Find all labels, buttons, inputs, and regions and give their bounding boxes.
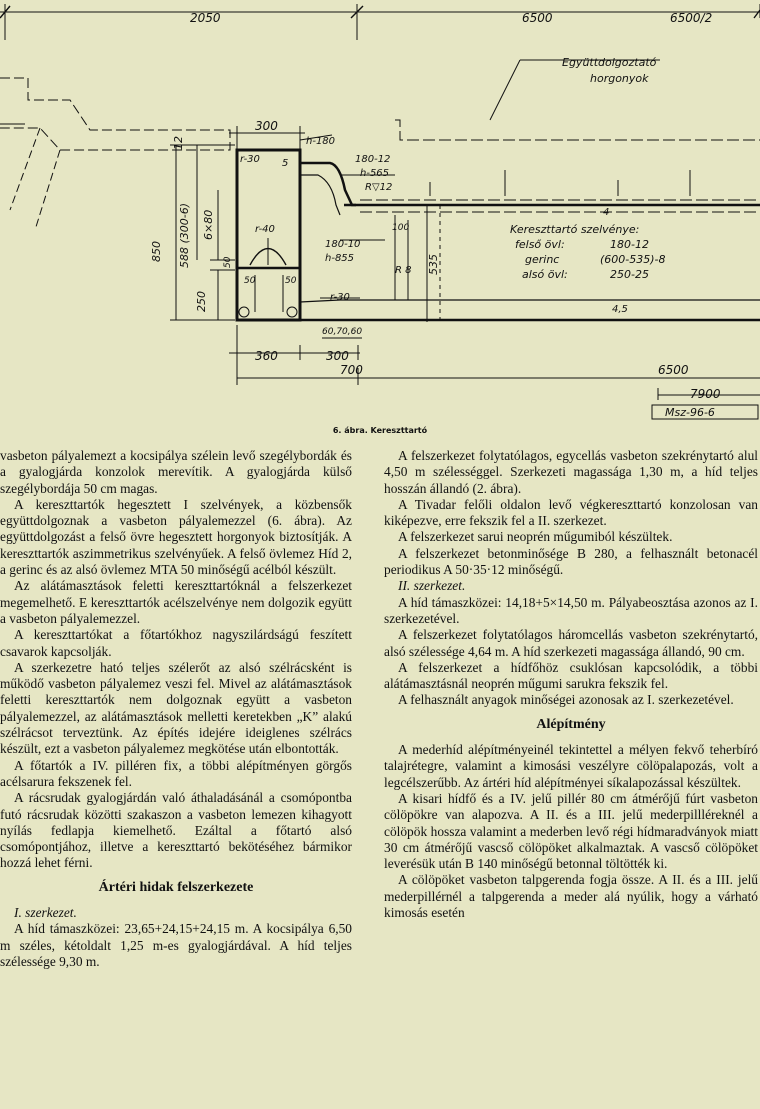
label-r8: R 8 [395, 265, 412, 276]
dim-588: 588 (300-6) [178, 202, 191, 268]
paragraph: A felszerkezet betonminősége B 280, a felhasznált betonacél periodikus A 50·35·12 minőségű. [384, 545, 758, 578]
section-also-val: 250-25 [610, 268, 649, 281]
right-column [384, 448, 758, 921]
cross-girder-drawing [0, 0, 760, 420]
dim-7900: 7900 [690, 387, 721, 401]
section-felso-val: 180-12 [610, 238, 649, 251]
paragraph: A felszerkezet a hídfőhöz csuklósan kapcsolódik, a többi alátámasztásnál neoprén műgumi sarukra fekszik fel. [384, 659, 758, 692]
paragraph: A híd támaszközei: 23,65+24,15+24,15 m. A kocsipálya 6,50 m széles, kétoldalt 1,25 m-es gyalogjárdával. A híd teljes szélessége 9,30 m. [0, 921, 352, 969]
paragraph: A kereszttartók hegesztett I szelvények, a közbensők együttdolgoznak a vasbeton pályalemezzel (6. ábra). Az együttdolgozást a felső övre hegesztett horgonyok biztosítják. A kereszttartók aszimmetrikus szelvényűek. A felső övlemez Híd 2, a gerinc és az alsó övlemez MTA 50 minőségű acélból készült. [0, 496, 352, 578]
paragraph: A szerkezetre ható teljes szélerőt az alsó szélrácsként is működő vasbeton pályalemez veszi fel. Mivel az alátámasztások feletti kereszttartók nem dolgoznak együtt a vasbeton pályalemezzel, az alátámasztások melletti keretekben „K” alakú szélrácsot terveztünk. Az építés idejére ideiglenes szélrács készült, ezt a vasbeton pályalemez megkötése után elbontották. [0, 659, 352, 757]
dim-6x80: 6×80 [202, 209, 215, 240]
label-50-b: 50 [285, 276, 297, 286]
dim-50: 50 [223, 256, 233, 268]
dim-6500-half: 6500/2 [670, 11, 713, 25]
label-5: 5 [282, 158, 289, 169]
section-title: Kereszttartó szelvénye: [510, 223, 640, 236]
label-anchors-1: Együttdolgoztató [562, 56, 657, 69]
dim-6500-bottom: 6500 [658, 363, 689, 377]
section-heading: Ártéri hidak felszerkezete [98, 879, 254, 895]
dim-850: 850 [150, 241, 163, 262]
dim-250: 250 [195, 291, 208, 312]
dim-360: 360 [255, 349, 278, 363]
paragraph: A felszerkezet folytatólagos háromcellás vasbeton szekrénytartó, alsó szélessége 4,64 m. A híd szerkezeti magassága állandó, 90 cm. [384, 627, 758, 659]
label-anchors-2: horgonyok [590, 72, 649, 85]
paragraph: A mederhíd alépítményeinél tekintettel a mélyen fekvő teherbíró talajrétegre, valamint a kimosási veszélyre cölöpalapozás, volt a legcélszerűbb. Az ártéri híd alépítményei síkalapozással készültek. [384, 742, 758, 790]
drawing-svg [0, 0, 760, 420]
paragraph: A Tivadar felőli oldalon levő végkereszttartó konzolosan van kiképezve, erre fekszik fel a II. szerkezet. [384, 496, 758, 529]
label-r40: r-40 [255, 224, 275, 235]
paragraph: A felszerkezet folytatólagos, egycellás vasbeton szekrénytartó alul 4,50 m szélességgel. Szerkezeti magassága 1,30 m, a híd teljes hosszán állandó (2. ábra). [384, 448, 758, 496]
dim-100: 100 [392, 223, 410, 233]
label-h180: h-180 [306, 136, 336, 147]
label-4-5: 4,5 [612, 304, 628, 315]
section-gerinc-val: (600-535)-8 [600, 253, 666, 266]
label-h855: h-855 [325, 253, 355, 264]
label-rv12: R▽12 [365, 182, 393, 193]
label-4: 4 [603, 207, 610, 218]
label-180-12: 180-12 [355, 154, 391, 165]
paragraph: A kereszttartókat a főtartókhoz nagyszilárdságú feszített csavarok kapcsolják. [0, 627, 352, 659]
dim-6500-top: 6500 [522, 11, 553, 25]
section-also-key: alsó övl: [522, 268, 568, 281]
label-h565: h-565 [360, 168, 390, 179]
dim-700: 700 [340, 363, 363, 377]
dim-300-top: 300 [255, 119, 278, 133]
subsection-label: II. szerkezet. [398, 578, 466, 594]
subsection-label: I. szerkezet. [14, 905, 77, 921]
paragraph: A kisari hídfő és a IV. jelű pillér 80 cm átmérőjű fúrt vasbeton cölöpökre van alapozva. A II. és a III. jelű mederpillléreknél a cölöpök hossza valamint a mederben levő régi hídmaradványok miatt 30 cm átmérőjű vascső cölöpöket alkalmaztak. A vascső cölöpöket leverésük után B 140 minőségű betonnal töltötték ki. [384, 790, 758, 872]
label-r30-bottom: r-30 [330, 292, 350, 303]
paragraph: A cölöpöket vasbeton talpgerenda fogja össze. A II. és a III. jelű mederpillérnél a talpgerenda a meder alá nyúlik, hogy a várható kimosás esetén [384, 872, 758, 921]
label-180-10: 180-10 [325, 239, 361, 250]
paragraph: vasbeton pályalemezt a kocsipálya szélein levő szegélybordák és a gyalogjárda konzolok merevítik. A gyalogjárda külső szegélybordája 50 cm magas. [0, 448, 352, 496]
paragraph: A rácsrudak gyalogjárdán való áthaladásánál a csomópontba futó rácsrudak közötti szakaszon a vasbeton lemezen kihagyott nyílás fedlapja kiemelhető. Ezáltal a főtartó alsó csomópontjához, illetve a kereszttartó bekötéséhez bármikor hozzá lehet férni. [0, 790, 352, 871]
paragraph: A felszerkezet sarui neoprén műgumiból készültek. [398, 529, 673, 545]
dim-535: 535 [427, 254, 440, 275]
dim-60-70-60: 60,70,60 [322, 327, 363, 337]
section-heading: Alépítmény [536, 716, 606, 732]
figure-caption: 6. ábra. Kereszttartó [332, 426, 428, 435]
label-r30-top: r-30 [240, 154, 260, 165]
dim-2050: 2050 [190, 11, 221, 25]
stamp-label: Msz-96-6 [665, 406, 715, 419]
paragraph: A főtartók a IV. pilléren fix, a többi alépítményen görgős acélsarura fekszenek fel. [0, 757, 352, 789]
paragraph: A felhasznált anyagok minőségei azonosak az I. szerkezetével. [398, 692, 734, 708]
left-column [0, 448, 352, 970]
section-gerinc-key: gerinc [525, 253, 560, 266]
label-50-a: 50 [244, 276, 256, 286]
paragraph: A híd támaszközei: 14,18+5×14,50 m. Pályabeosztása azonos az I. szerkezetével. [384, 594, 758, 626]
paragraph: Az alátámasztások feletti kereszttartóknál a felszerkezet megemelhető. E kereszttartók acélszelvénye nem dolgozik együtt a vasbeton pályalemezzel. [0, 578, 352, 626]
section-felso-key: felső övl: [515, 238, 565, 251]
dim-12: 12 [172, 136, 185, 150]
dim-300-bottom: 300 [326, 349, 349, 363]
